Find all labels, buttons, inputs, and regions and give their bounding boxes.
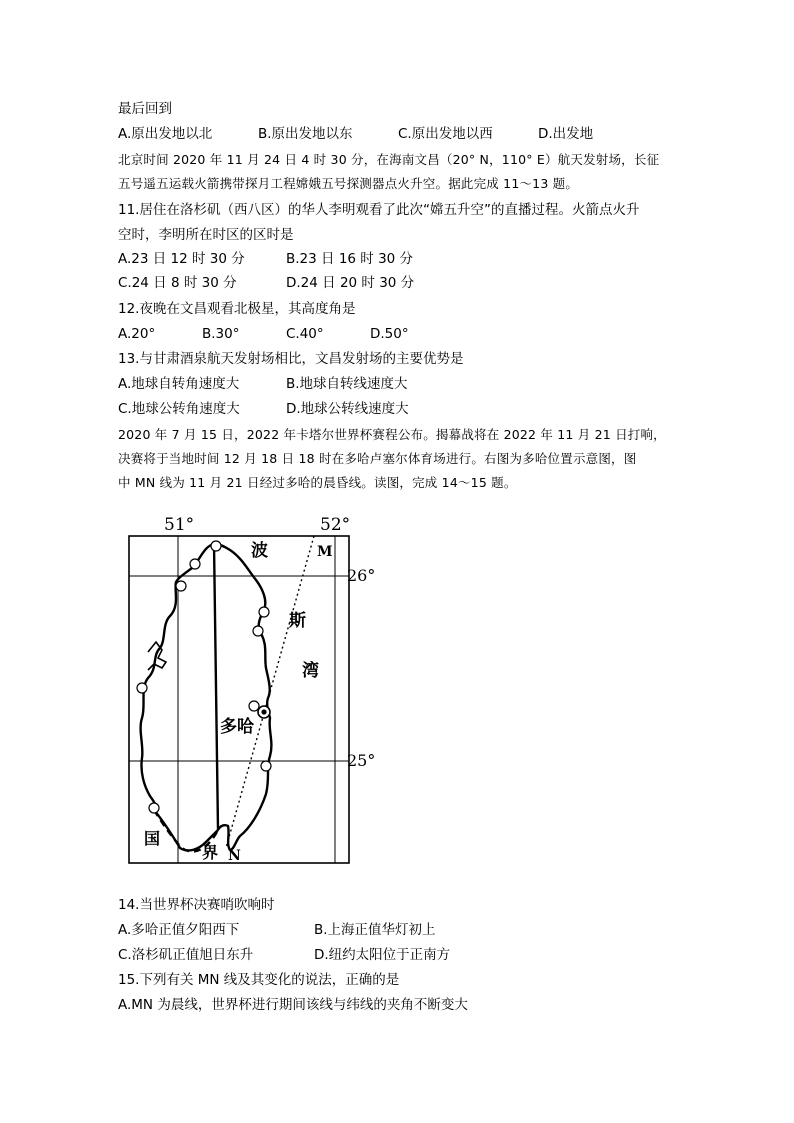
town-marker — [261, 761, 271, 771]
q13-option-b: B.地球自转线速度大 — [286, 376, 408, 392]
q13-option-a: A.地球自转角速度大 — [118, 376, 240, 392]
intro2-line1: 2020 年 7 月 15 日，2022 年卡塔尔世界杯赛程公布。揭幕战将在 2022 年 11 月 21 日打响， — [118, 427, 666, 442]
q12-option-d: D.50° — [370, 326, 409, 342]
lon-label-52: 52° — [320, 515, 351, 535]
lat-label-25: 25° — [347, 751, 376, 770]
label-persian-gulf-wan: 湾 — [302, 661, 319, 681]
town-marker — [190, 559, 200, 569]
q14-stem: 14.当世界杯决赛哨吹响时 — [118, 897, 275, 913]
town-marker — [137, 683, 147, 693]
label-m: M — [317, 544, 333, 560]
intro1-line2: 五号遥五运载火箭携带探月工程嫦娥五号探测器点火升空。据此完成 11～13 题。 — [118, 176, 579, 191]
q13-option-c: C.地球公转角速度大 — [118, 401, 240, 417]
label-doha: 多哈 — [220, 717, 254, 737]
map-frame — [129, 536, 349, 863]
q14-option-b: B.上海正值华灯初上 — [314, 922, 436, 938]
lon-label-51: 51° — [164, 515, 195, 535]
label-persian-gulf-bo: 波 — [251, 541, 268, 561]
q10-option-c: C.原出发地以西 — [398, 126, 493, 142]
lat-label-26: 26° — [347, 566, 376, 585]
intro2-line3: 中 MN 线为 11 月 21 日经过多哈的晨昏线。读图，完成 14～15 题。 — [118, 475, 517, 490]
q14-option-c: C.洛杉矶正值旭日东升 — [118, 947, 254, 963]
town-marker — [211, 541, 221, 551]
q10-option-b: B.原出发地以东 — [258, 126, 353, 142]
q15-stem: 15.下列有关 MN 线及其变化的说法，正确的是 — [118, 972, 400, 988]
q11-option-a: A.23 日 12 时 30 分 — [118, 251, 245, 267]
q13-stem: 13.与甘肃酒泉航天发射场相比，文昌发射场的主要优势是 — [118, 351, 464, 367]
q11-option-d: D.24 日 20 时 30 分 — [286, 275, 415, 291]
q13-option-d: D.地球公转线速度大 — [286, 401, 409, 417]
q12-option-a: A.20° — [118, 326, 156, 342]
town-marker — [149, 803, 159, 813]
q10-stem-tail: 最后回到 — [118, 101, 172, 117]
intro1-line1: 北京时间 2020 年 11 月 24 日 4 时 30 分，在海南文昌（20° N，110° E）航天发射场，长征 — [118, 152, 660, 167]
q10-option-a: A.原出发地以北 — [118, 126, 213, 142]
town-marker — [249, 701, 259, 711]
q14-option-d: D.纽约太阳位于正南方 — [314, 947, 451, 963]
doha-capital-dot — [261, 709, 266, 714]
label-border-guo: 国 — [144, 829, 161, 848]
town-marker — [253, 626, 263, 636]
q11-option-b: B.23 日 16 时 30 分 — [286, 251, 414, 267]
label-n: N — [228, 848, 241, 864]
q10-option-d: D.出发地 — [538, 126, 594, 142]
qatar-coastline — [141, 544, 272, 850]
q15-option-a: A.MN 为晨线，世界杯进行期间该线与纬线的夹角不断变大 — [118, 997, 468, 1013]
label-border-jie: 界 — [202, 843, 219, 862]
doha-location-map — [118, 510, 398, 870]
label-persian-gulf-si: 斯 — [289, 611, 306, 631]
q11-option-c: C.24 日 8 时 30 分 — [118, 275, 237, 291]
q11-stem-line1: 11.居住在洛杉矶（西八区）的华人李明观看了此次“嫦五升空”的直播过程。火箭点火升 — [118, 202, 640, 218]
town-marker — [176, 581, 186, 591]
q14-option-a: A.多哈正值夕阳西下 — [118, 922, 240, 938]
town-marker — [259, 607, 269, 617]
q11-stem-line2: 空时，李明所在时区的区时是 — [118, 227, 294, 243]
intro2-line2: 决赛将于当地时间 12 月 18 日 18 时在多哈卢塞尔体育场进行。右图为多哈位置示意图，图 — [118, 451, 637, 466]
q12-option-c: C.40° — [286, 326, 324, 342]
q12-option-b: B.30° — [202, 326, 240, 342]
q12-stem: 12.夜晚在文昌观看北极星，其高度角是 — [118, 301, 356, 317]
